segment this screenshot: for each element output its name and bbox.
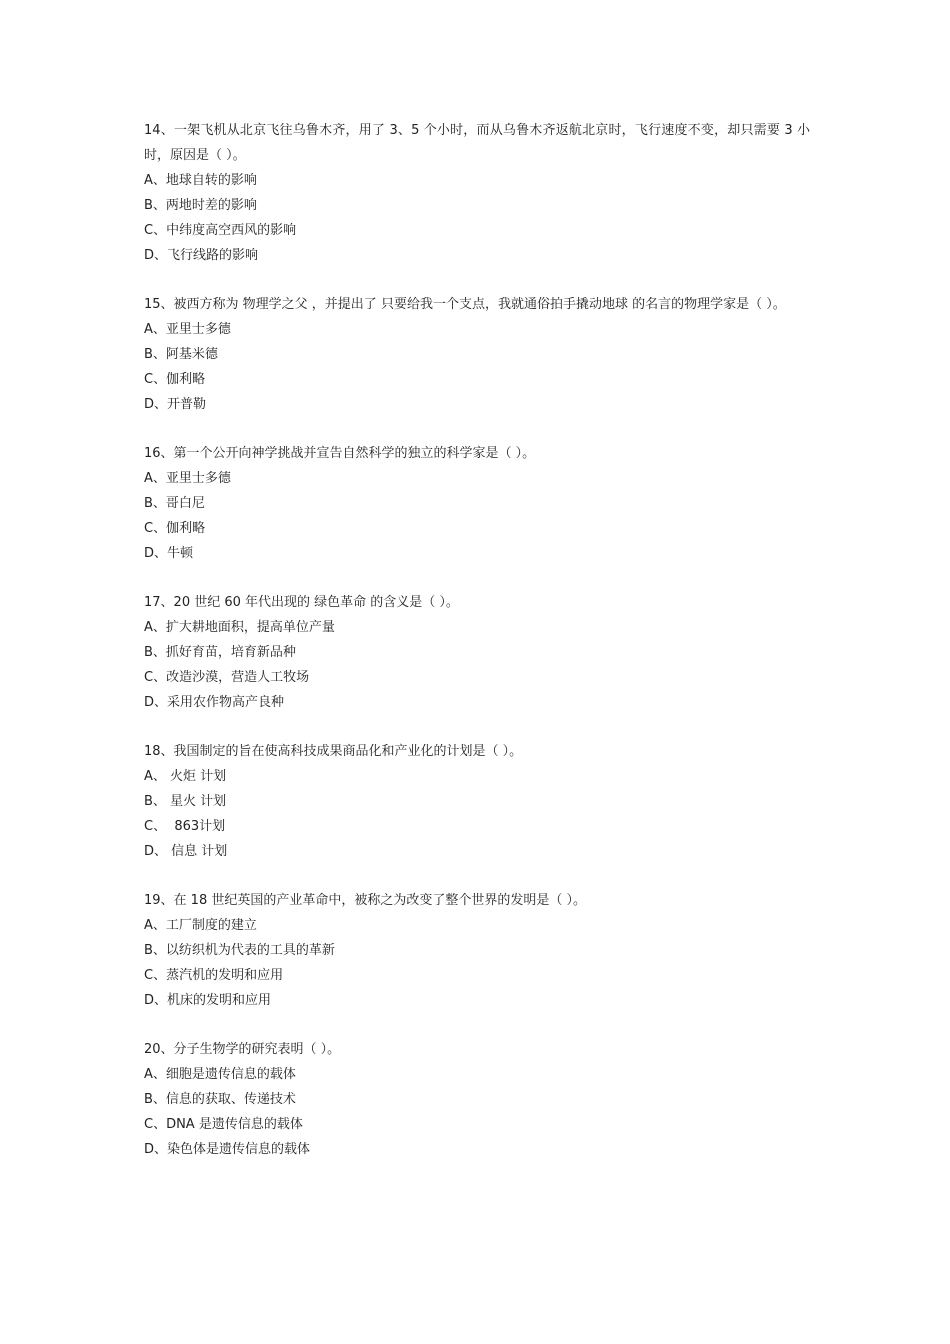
option-d: D、开普勒 [144, 397, 207, 412]
option-c: C、 863计划 [144, 819, 226, 834]
option-b: B、两地时差的影响 [144, 198, 257, 213]
question-20 [144, 1037, 810, 1162]
option-a: A、地球自转的影响 [144, 173, 257, 188]
question-15 [144, 292, 810, 417]
option-a: A、 火炬 计划 [144, 769, 227, 784]
option-c: C、伽利略 [144, 521, 206, 536]
question-stem: 20、分子生物学的研究表明（ ）。 [144, 1042, 341, 1057]
option-d: D、染色体是遗传信息的载体 [144, 1142, 311, 1157]
question-stem: 14、一架飞机从北京飞往乌鲁木齐，用了 3、5 个小时，而从乌鲁木齐返航北京时，飞行速度不变，却只需要 3 小时，原因是（ ）。 [144, 123, 810, 163]
option-b: B、信息的获取、传递技术 [144, 1092, 296, 1107]
option-c: C、DNA 是遗传信息的载体 [144, 1117, 303, 1132]
question-stem: 19、在 18 世纪英国的产业革命中，被称之为改变了整个世界的发明是（ ）。 [144, 893, 586, 908]
option-d: D、牛顿 [144, 546, 194, 561]
option-c: C、中纬度高空西风的影响 [144, 223, 297, 238]
option-b: B、以纺织机为代表的工具的革新 [144, 943, 335, 958]
option-c: C、蒸汽机的发明和应用 [144, 968, 284, 983]
option-a: A、亚里士多德 [144, 471, 231, 486]
question-17 [144, 590, 810, 715]
question-18 [144, 739, 810, 864]
option-c: C、改造沙漠，营造人工牧场 [144, 670, 310, 685]
question-14 [144, 118, 810, 268]
option-d: D、采用农作物高产良种 [144, 695, 285, 710]
option-a: A、工厂制度的建立 [144, 918, 257, 933]
question-stem: 18、我国制定的旨在使高科技成果商品化和产业化的计划是（ ）。 [144, 744, 523, 759]
question-stem: 16、第一个公开向神学挑战并宣告自然科学的独立的科学家是（ ）。 [144, 446, 536, 461]
option-b: B、哥白尼 [144, 496, 205, 511]
question-16 [144, 441, 810, 566]
option-d: D、机床的发明和应用 [144, 993, 272, 1008]
question-stem: 17、20 世纪 60 年代出现的 绿色革命 的含义是（ ）。 [144, 595, 459, 610]
option-b: B、阿基米德 [144, 347, 218, 362]
option-a: A、亚里士多德 [144, 322, 231, 337]
option-b: B、 星火 计划 [144, 794, 227, 809]
option-d: D、飞行线路的影响 [144, 248, 259, 263]
question-stem: 15、被西方称为 物理学之父 ，并提出了 只要给我一个支点，我就通俗拍手撬动地球 的名言的物理学家是（ ）。 [144, 297, 786, 312]
option-a: A、细胞是遗传信息的载体 [144, 1067, 296, 1082]
document-page [144, 118, 810, 1186]
option-a: A、扩大耕地面积，提高单位产量 [144, 620, 335, 635]
option-d: D、 信息 计划 [144, 844, 228, 859]
option-b: B、抓好育苗，培育新品种 [144, 645, 296, 660]
question-19 [144, 888, 810, 1013]
option-c: C、伽利略 [144, 372, 206, 387]
